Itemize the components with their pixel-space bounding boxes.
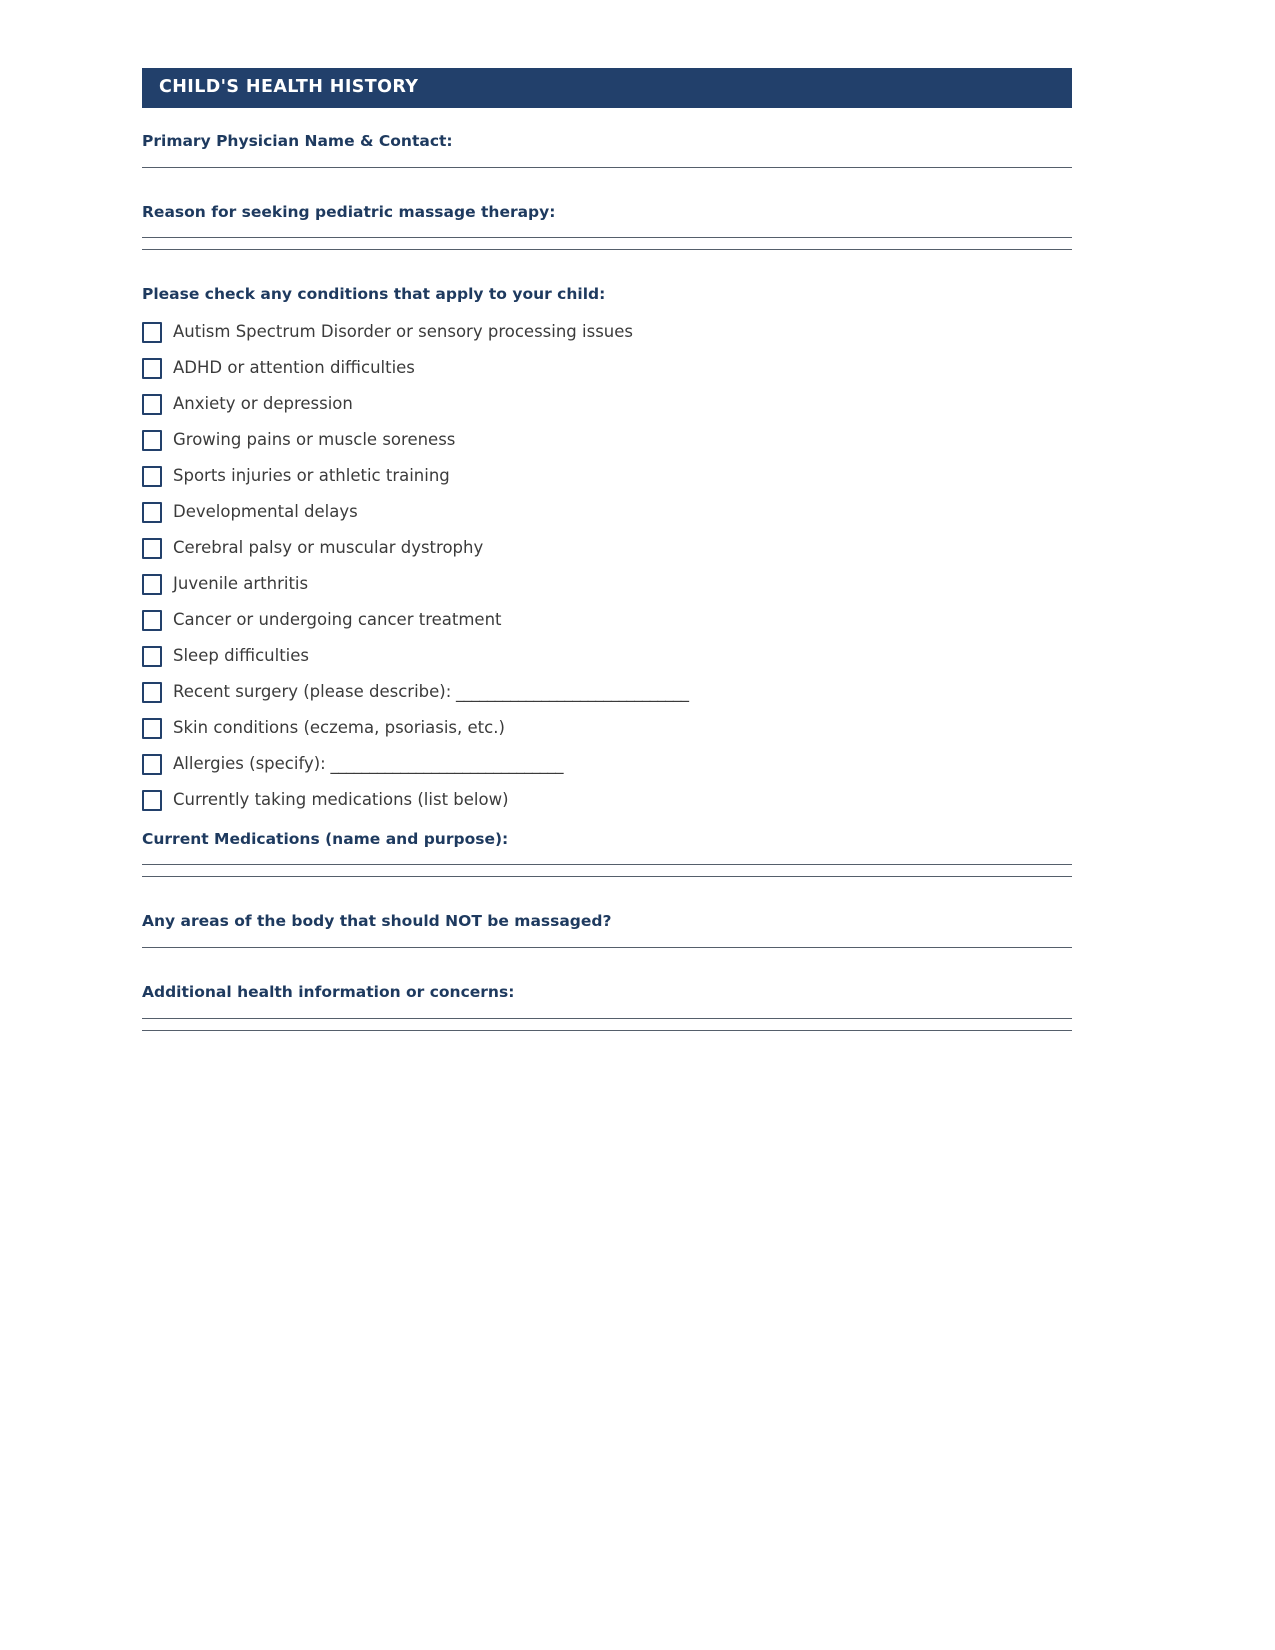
condition-label: Currently taking medications (list below) bbox=[173, 790, 509, 810]
condition-blank-line[interactable]: ______________________________ bbox=[451, 683, 689, 703]
condition-row-allergies[interactable] bbox=[142, 752, 1072, 778]
condition-label: Sleep difficulties bbox=[173, 646, 310, 666]
condition-label: Cancer or undergoing cancer treatment bbox=[173, 610, 502, 630]
checkbox-icon[interactable] bbox=[142, 322, 162, 343]
primary-physician-label: Primary Physician Name & Contact: bbox=[142, 132, 453, 150]
condition-label: Developmental delays bbox=[173, 502, 358, 522]
conditions-section bbox=[142, 285, 1072, 814]
avoid-areas-label: Any areas of the body that should NOT be massaged? bbox=[142, 912, 612, 931]
spacer-after-avoid-areas bbox=[142, 962, 1072, 983]
additional-info-write-line-2[interactable] bbox=[142, 1030, 1072, 1031]
checkbox-icon[interactable] bbox=[142, 466, 162, 487]
current-medications-write-line-1[interactable] bbox=[142, 864, 1072, 865]
avoid-areas-write-line-1[interactable] bbox=[142, 947, 1072, 948]
condition-blank-line[interactable]: ______________________________ bbox=[325, 755, 563, 775]
condition-row-sleep-difficulties[interactable] bbox=[142, 644, 1072, 670]
condition-row-adhd[interactable] bbox=[142, 356, 1072, 382]
conditions-checklist bbox=[142, 320, 1072, 814]
condition-label: ADHD or attention difficulties bbox=[173, 358, 415, 378]
checkbox-icon[interactable] bbox=[142, 610, 162, 631]
condition-row-sports-injuries[interactable] bbox=[142, 464, 1072, 490]
spacer-after-physician bbox=[142, 182, 1072, 203]
condition-row-developmental-delays[interactable] bbox=[142, 500, 1072, 526]
checkbox-icon[interactable] bbox=[142, 790, 162, 811]
current-medications-label: Current Medications (name and purpose): bbox=[142, 829, 509, 848]
condition-row-recent-surgery[interactable] bbox=[142, 680, 1072, 706]
condition-row-cancer[interactable] bbox=[142, 608, 1072, 634]
checkbox-icon[interactable] bbox=[142, 718, 162, 739]
condition-label: Allergies (specify): bbox=[173, 754, 326, 774]
additional-info-label: Additional health information or concerns: bbox=[142, 982, 515, 1001]
condition-row-juvenile-arthritis[interactable] bbox=[142, 572, 1072, 598]
reason-write-line-1[interactable] bbox=[142, 237, 1072, 238]
condition-row-anxiety[interactable] bbox=[142, 392, 1072, 418]
condition-label: Recent surgery (please describe): bbox=[173, 682, 452, 702]
condition-label: Sports injuries or athletic training bbox=[173, 466, 450, 486]
condition-row-current-medications[interactable] bbox=[142, 788, 1072, 814]
reason-write-line-2[interactable] bbox=[142, 249, 1072, 250]
checkbox-icon[interactable] bbox=[142, 574, 162, 595]
checkbox-icon[interactable] bbox=[142, 502, 162, 523]
condition-row-cerebral-palsy[interactable] bbox=[142, 536, 1072, 562]
field-primary-physician bbox=[142, 132, 1072, 168]
condition-label: Skin conditions (eczema, psoriasis, etc.) bbox=[173, 718, 505, 738]
checkbox-icon[interactable] bbox=[142, 394, 162, 415]
field-reason bbox=[142, 203, 1072, 251]
condition-row-autism[interactable] bbox=[142, 320, 1072, 346]
condition-label: Cerebral palsy or muscular dystrophy bbox=[173, 538, 484, 558]
checkbox-icon[interactable] bbox=[142, 682, 162, 703]
conditions-label: Please check any conditions that apply to your child: bbox=[142, 285, 606, 304]
checkbox-icon[interactable] bbox=[142, 358, 162, 379]
current-medications-write-line-2[interactable] bbox=[142, 876, 1072, 877]
checkbox-icon[interactable] bbox=[142, 754, 162, 775]
spacer-after-reason bbox=[142, 264, 1072, 285]
field-current-medications bbox=[142, 830, 1072, 878]
condition-label: Juvenile arthritis bbox=[173, 574, 309, 594]
field-avoid-areas bbox=[142, 912, 1072, 948]
field-additional-info bbox=[142, 983, 1072, 1031]
condition-row-skin-conditions[interactable] bbox=[142, 716, 1072, 742]
checkbox-icon[interactable] bbox=[142, 538, 162, 559]
section-header-bar bbox=[142, 68, 1072, 108]
condition-row-growing-pains[interactable] bbox=[142, 428, 1072, 454]
checkbox-icon[interactable] bbox=[142, 430, 162, 451]
condition-label: Anxiety or depression bbox=[173, 394, 353, 414]
condition-label: Growing pains or muscle soreness bbox=[173, 430, 456, 450]
section-header-title: CHILD'S HEALTH HISTORY bbox=[159, 77, 419, 98]
primary-physician-write-line-1[interactable] bbox=[142, 167, 1072, 168]
condition-label: Autism Spectrum Disorder or sensory processing issues bbox=[173, 322, 634, 342]
checkbox-icon[interactable] bbox=[142, 646, 162, 667]
reason-label: Reason for seeking pediatric massage therapy: bbox=[142, 202, 556, 221]
additional-info-write-line-1[interactable] bbox=[142, 1018, 1072, 1019]
spacer-after-medications bbox=[142, 891, 1072, 912]
